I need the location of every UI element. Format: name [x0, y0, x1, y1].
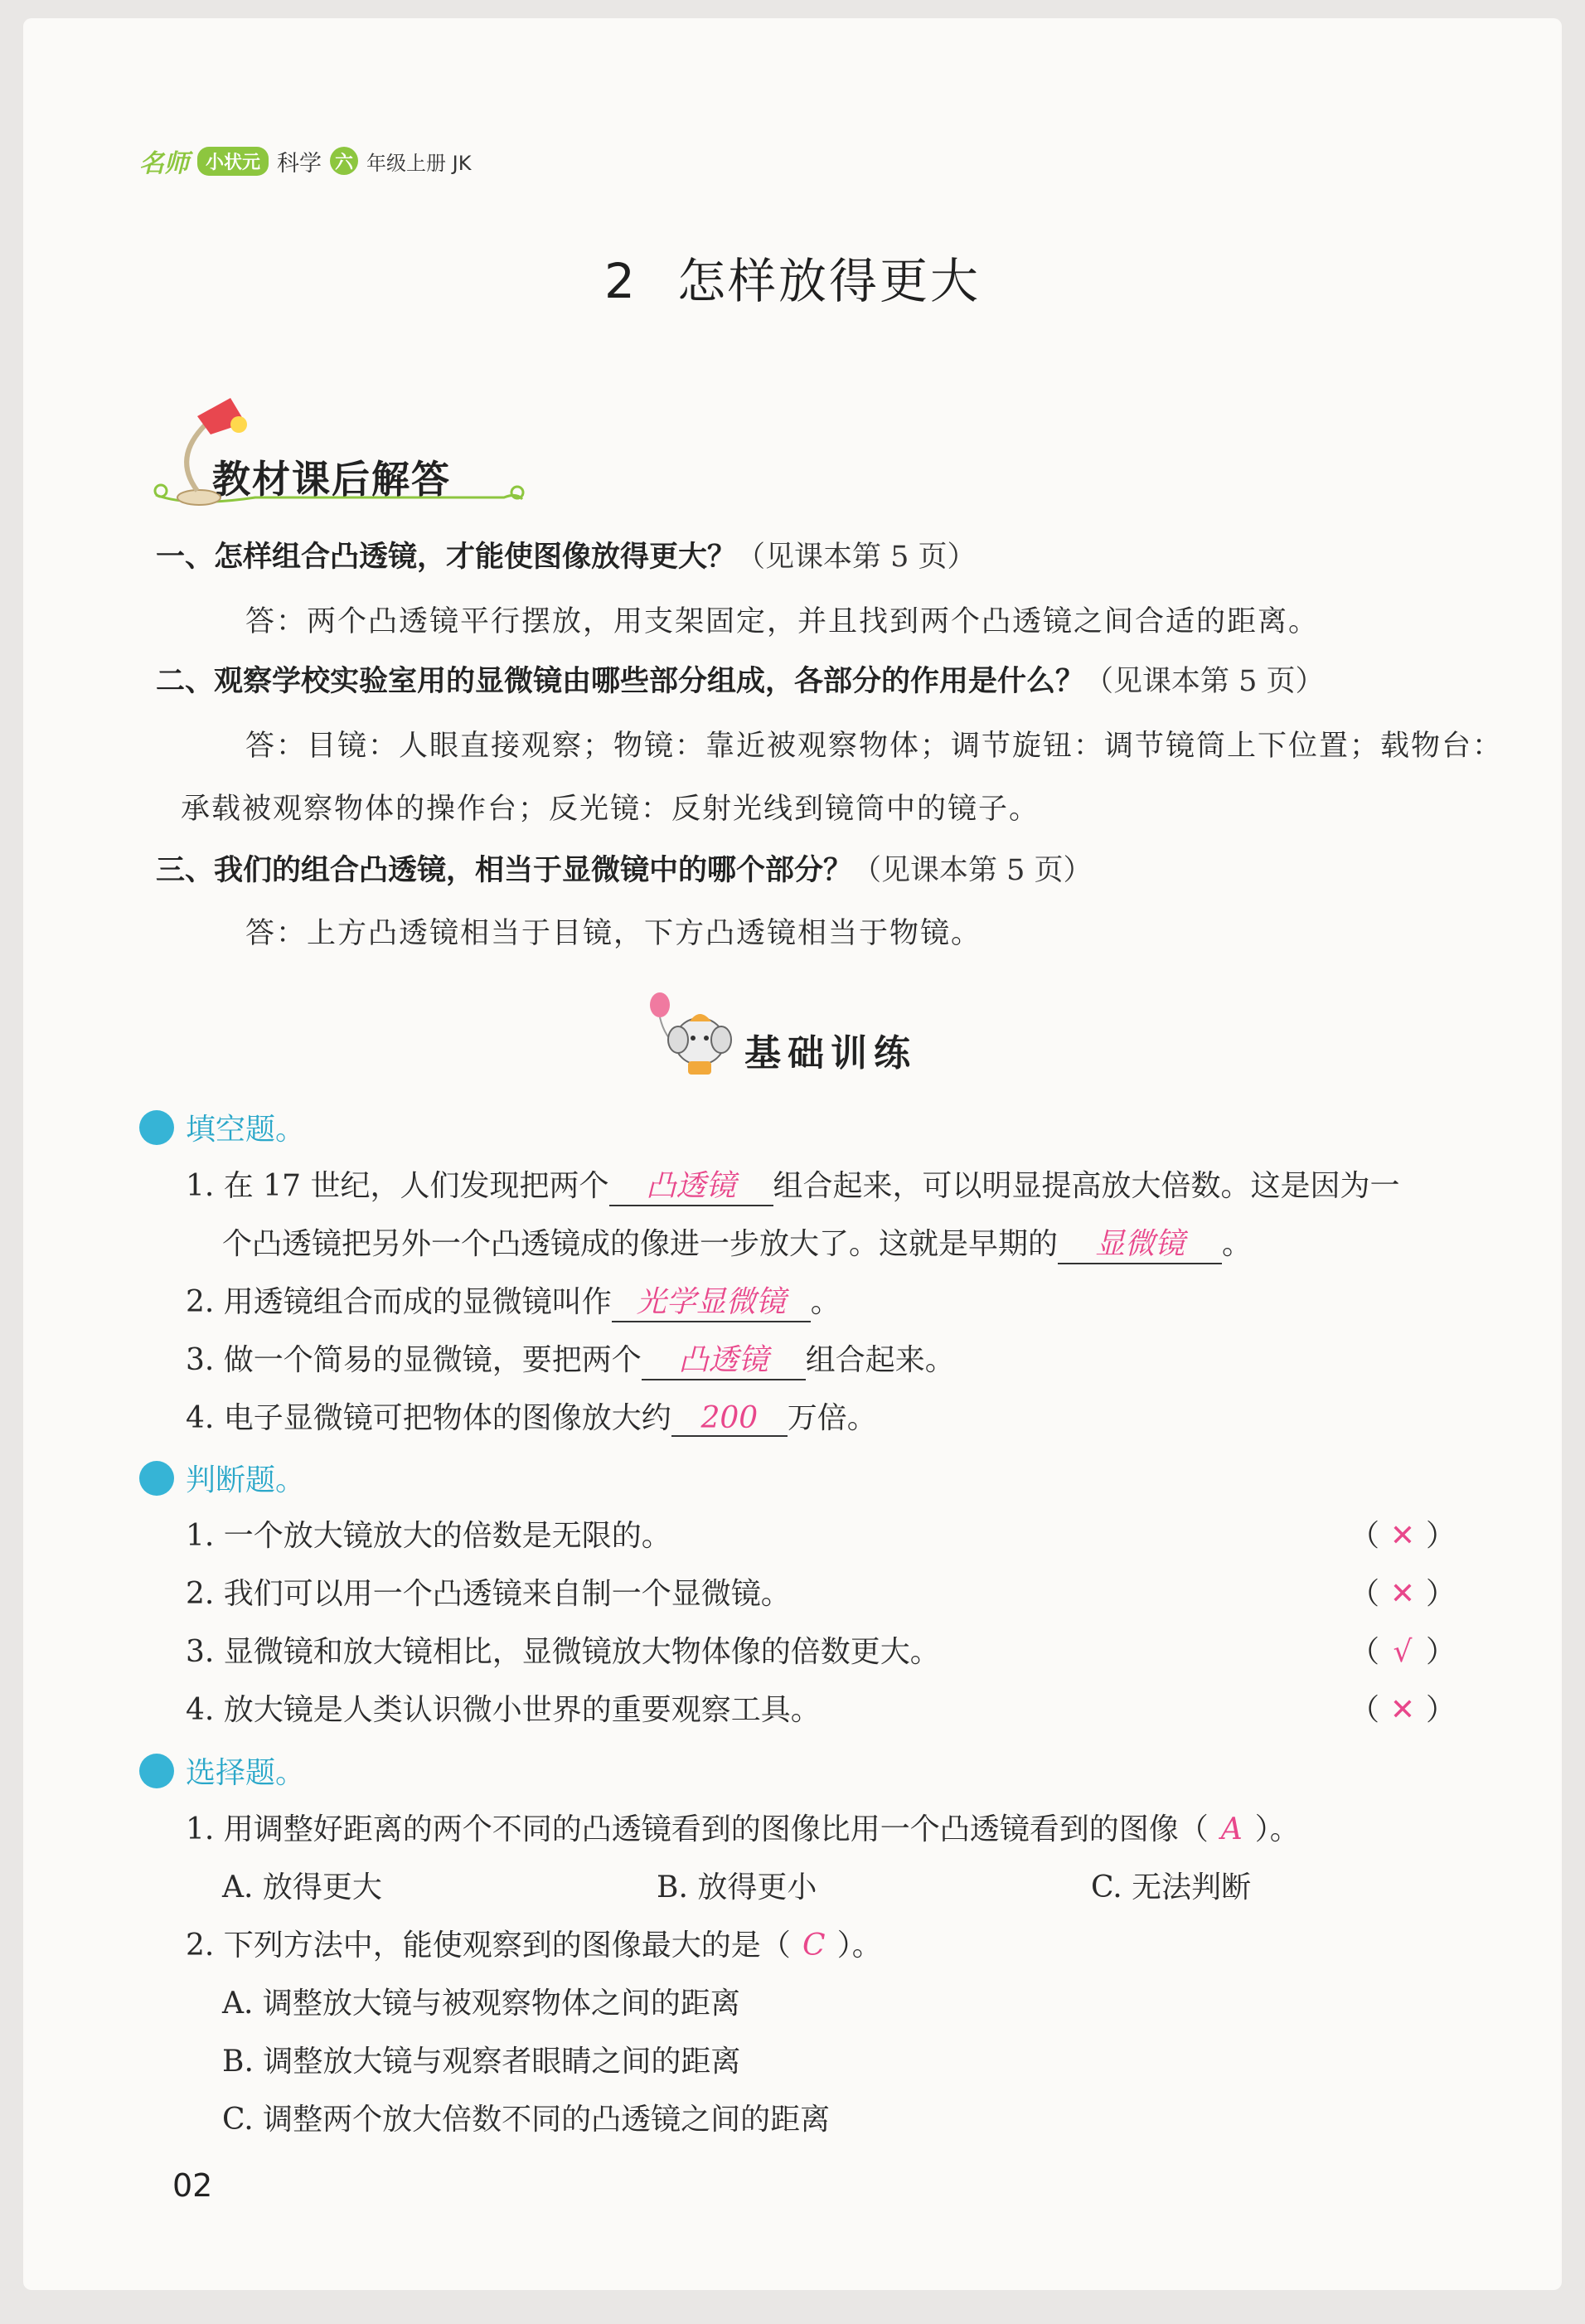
choice-2-option-c: C. 调整两个放大倍数不同的凸透镜之间的距离 — [222, 2103, 831, 2137]
part-one-badge-icon — [139, 1110, 174, 1145]
question-1: 一、怎样组合凸透镜，才能使图像放得更大？（见课本第 5 页） — [156, 541, 977, 574]
answer-blank: 凸透镜 — [642, 1337, 806, 1380]
page-title — [23, 242, 1562, 312]
part-judge — [139, 1457, 305, 1499]
answer-3: 答：上方凸透镜相当于目镜，下方凸透镜相当于物镜。 — [245, 917, 982, 950]
elephant-balloon-icon — [645, 988, 744, 1080]
choice-1-option-a: A. 放得更大 — [222, 1870, 382, 1904]
choice-2-option-a: A. 调整放大镜与被观察物体之间的距离 — [222, 1987, 740, 2021]
book-header — [139, 143, 471, 179]
judge-item-4: 4. 放大镜是人类认识微小世界的重要观察工具。 — [186, 1693, 821, 1727]
series-badge: 小状元 — [197, 147, 269, 176]
part-two-badge-icon — [139, 1461, 174, 1496]
grade-badge: 六 — [330, 147, 358, 175]
page-reference: （见课本第 5 页） — [852, 854, 1093, 887]
answer-blank: 光学显微镜 — [612, 1278, 811, 1322]
page — [23, 18, 1562, 2290]
subject-label: 科学 — [277, 150, 322, 177]
page-number: 02 — [172, 2167, 213, 2204]
judge-item-3: 3. 显微镜和放大镜相比，显微镜放大物体像的倍数更大。 — [186, 1635, 940, 1669]
fill-item-1-continued: 个凸透镜把另外一个凸透镜成的像进一步放大了。这就是早期的 显微镜 。 — [222, 1220, 1252, 1264]
lesson-number: 2 — [604, 253, 637, 309]
question-2: 二、观察学校实验室用的显微镜由哪些部分组成，各部分的作用是什么？（见课本第 5 页） — [156, 665, 1325, 698]
choice-1-option-b: B. 放得更小 — [657, 1870, 817, 1904]
page-reference: （见课本第 5 页） — [1084, 665, 1325, 698]
lesson-title: 怎样放得更大 — [676, 253, 981, 309]
fill-item-1: 1. 在 17 世纪，人们发现把两个 凸透镜 组合起来，可以明显提高放大倍数。这是因为一 — [186, 1162, 1400, 1206]
judge-answer-1: （ ✕ ） — [1350, 1519, 1457, 1553]
answer-blank: 凸透镜 — [609, 1162, 773, 1206]
page-reference: （见课本第 5 页） — [736, 541, 977, 574]
answer-2-line-2: 承载被观察物体的操作台；反光镜：反射光线到镜筒中的镜子。 — [181, 793, 1040, 826]
part-label: 填空题。 — [186, 1113, 306, 1147]
part-three-badge-icon — [139, 1754, 174, 1788]
section-heading-textbook-answers: 教材课后解答 — [212, 457, 451, 502]
choice-1-option-c: C. 无法判断 — [1091, 1870, 1252, 1904]
part-choice — [139, 1749, 305, 1792]
choice-question-2: 2. 下列方法中，能使观察到的图像最大的是（ C ）。 — [186, 1929, 882, 1963]
judge-item-2: 2. 我们可以用一个凸透镜来自制一个显微镜。 — [186, 1577, 791, 1611]
choice-2-option-b: B. 调整放大镜与观察者眼睛之间的距离 — [222, 2045, 741, 2079]
answer-blank: 显微镜 — [1058, 1220, 1222, 1264]
judge-item-1: 1. 一个放大镜放大的倍数是无限的。 — [186, 1519, 671, 1553]
brand-name: 名师 — [139, 149, 189, 178]
grade-text: 年级上册 JK — [366, 151, 472, 175]
judge-answer-4: （ ✕ ） — [1350, 1693, 1457, 1727]
fill-item-4: 4. 电子显微镜可把物体的图像放大约 200 万倍。 — [186, 1401, 877, 1435]
judge-answer-3: （ √ ） — [1350, 1635, 1457, 1669]
answer-2-line-1: 答：目镜：人眼直接观察；物镜：靠近被观察物体；调节旋钮：调节镜筒上下位置；载物台： — [245, 730, 1504, 763]
fill-item-3: 3. 做一个简易的显微镜，要把两个 凸透镜 组合起来。 — [186, 1337, 955, 1380]
fill-item-2: 2. 用透镜组合而成的显微镜叫作 光学显微镜 。 — [186, 1278, 841, 1322]
section-heading-basic-training: 基础训练 — [744, 1032, 917, 1075]
part-fill-in — [139, 1106, 305, 1148]
question-3: 三、我们的组合凸透镜，相当于显微镜中的哪个部分？（见课本第 5 页） — [156, 854, 1093, 887]
answer-blank: 200 — [671, 1401, 788, 1437]
choice-question-1: 1. 用调整好距离的两个不同的凸透镜看到的图像比用一个凸透镜看到的图像（ A ）。 — [186, 1812, 1300, 1846]
part-label: 判断题。 — [186, 1463, 306, 1497]
answer-1: 答：两个凸透镜平行摆放，用支架固定，并且找到两个凸透镜之间合适的距离。 — [245, 605, 1320, 638]
choice-answer: A — [1220, 1812, 1243, 1846]
judge-answer-2: （ ✕ ） — [1350, 1577, 1457, 1611]
choice-answer: C — [802, 1929, 826, 1963]
part-label: 选择题。 — [186, 1756, 306, 1790]
